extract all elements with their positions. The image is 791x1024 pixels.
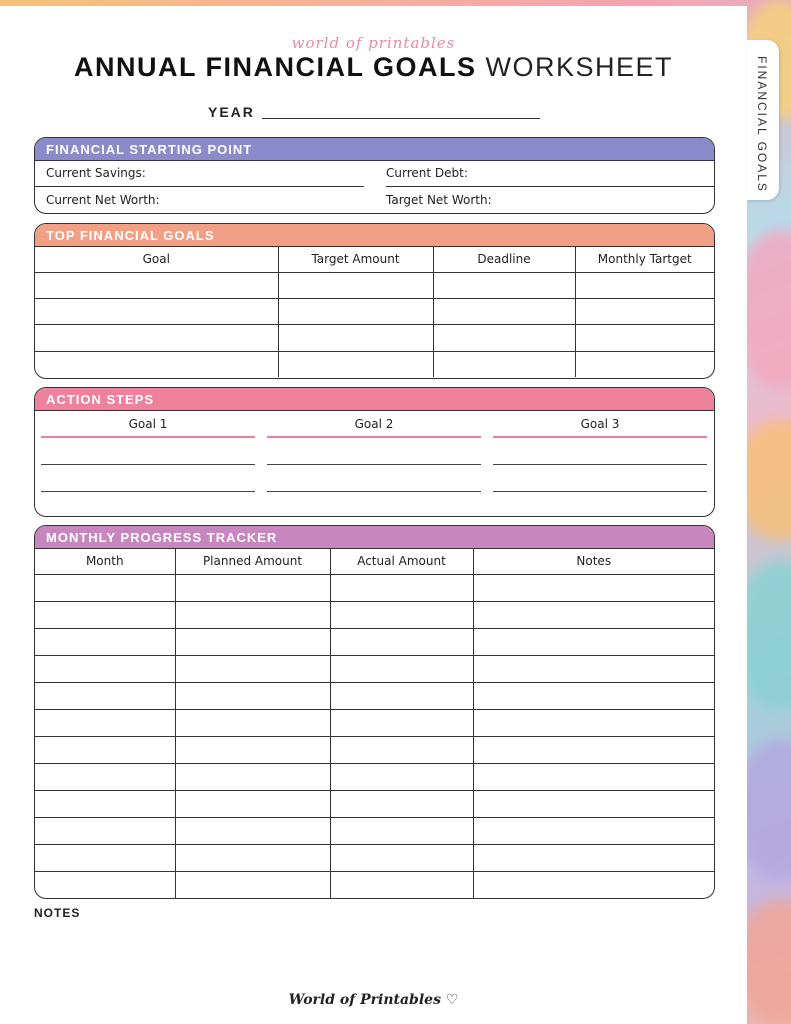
table-cell[interactable] xyxy=(473,844,714,871)
col-actual-amount: Actual Amount xyxy=(330,549,473,574)
page-title xyxy=(0,52,747,83)
table-cell[interactable] xyxy=(330,790,473,817)
current-debt-label: Current Debt: xyxy=(386,166,468,180)
brand-script: world of printables xyxy=(291,34,456,52)
table-cell[interactable] xyxy=(175,817,330,844)
table-cell[interactable] xyxy=(330,574,473,601)
table-row xyxy=(35,817,714,844)
table-cell[interactable] xyxy=(433,298,575,324)
table-cell[interactable] xyxy=(35,272,278,298)
table-cell[interactable] xyxy=(35,682,175,709)
table-cell[interactable] xyxy=(278,351,433,377)
table-cell[interactable] xyxy=(473,655,714,682)
table-cell[interactable] xyxy=(330,844,473,871)
title-light: WORKSHEET xyxy=(485,52,674,82)
table-row xyxy=(35,601,714,628)
notes-dot-row[interactable] xyxy=(34,966,718,967)
table-row xyxy=(35,871,714,898)
table-cell[interactable] xyxy=(330,736,473,763)
table-cell[interactable] xyxy=(330,871,473,898)
table-cell[interactable] xyxy=(35,736,175,763)
progress-table xyxy=(35,549,714,898)
table-cell[interactable] xyxy=(575,324,714,351)
table-cell[interactable] xyxy=(278,298,433,324)
table-cell[interactable] xyxy=(175,736,330,763)
col-month: Month xyxy=(35,549,175,574)
table-cell[interactable] xyxy=(175,763,330,790)
table-cell[interactable] xyxy=(330,655,473,682)
table-row xyxy=(35,790,714,817)
table-row xyxy=(35,682,714,709)
side-tab[interactable] xyxy=(747,40,779,200)
table-cell[interactable] xyxy=(473,682,714,709)
notes-dot-row[interactable] xyxy=(34,948,718,949)
table-cell[interactable] xyxy=(175,655,330,682)
goal-1-label: Goal 1 xyxy=(41,412,255,438)
table-cell[interactable] xyxy=(575,351,714,377)
table-cell[interactable] xyxy=(473,817,714,844)
title-bold: ANNUAL FINANCIAL GOALS xyxy=(73,52,477,82)
table-cell[interactable] xyxy=(175,844,330,871)
top-goals-table xyxy=(35,247,714,377)
table-cell[interactable] xyxy=(175,790,330,817)
table-cell[interactable] xyxy=(330,709,473,736)
table-cell[interactable] xyxy=(175,709,330,736)
table-cell[interactable] xyxy=(35,790,175,817)
table-cell[interactable] xyxy=(575,272,714,298)
current-savings-label: Current Savings: xyxy=(46,166,146,180)
table-cell[interactable] xyxy=(35,628,175,655)
table-row xyxy=(35,709,714,736)
current-savings-field[interactable] xyxy=(35,186,364,187)
table-cell[interactable] xyxy=(473,736,714,763)
current-debt-field[interactable] xyxy=(386,186,714,187)
current-net-worth-label: Current Net Worth: xyxy=(46,193,160,207)
notes-dot-row[interactable] xyxy=(34,984,718,985)
table-cell[interactable] xyxy=(278,324,433,351)
goal-2-label: Goal 2 xyxy=(267,412,481,438)
table-row xyxy=(35,655,714,682)
goal-1-line[interactable] xyxy=(41,465,255,492)
goal-3-label: Goal 3 xyxy=(493,412,707,438)
col-target-amount: Target Amount xyxy=(278,247,433,272)
table-cell[interactable] xyxy=(35,655,175,682)
table-row xyxy=(35,736,714,763)
goal-3-line[interactable] xyxy=(493,438,707,465)
table-row xyxy=(35,324,714,351)
table-cell[interactable] xyxy=(575,298,714,324)
table-cell[interactable] xyxy=(35,298,278,324)
table-cell[interactable] xyxy=(473,790,714,817)
table-cell[interactable] xyxy=(35,763,175,790)
action-goal-1 xyxy=(41,412,255,492)
table-cell[interactable] xyxy=(35,844,175,871)
table-row xyxy=(35,351,714,377)
table-row xyxy=(35,844,714,871)
goal-2-line[interactable] xyxy=(267,465,481,492)
notes-label: NOTES xyxy=(34,906,81,920)
target-net-worth-label: Target Net Worth: xyxy=(386,193,492,207)
table-cell[interactable] xyxy=(175,871,330,898)
table-cell[interactable] xyxy=(35,601,175,628)
table-cell[interactable] xyxy=(330,628,473,655)
table-cell[interactable] xyxy=(433,272,575,298)
table-row xyxy=(35,574,714,601)
table-cell[interactable] xyxy=(473,763,714,790)
table-cell[interactable] xyxy=(330,601,473,628)
side-tab-label: FINANCIAL GOALS xyxy=(755,56,769,193)
table-cell[interactable] xyxy=(175,628,330,655)
col-goal: Goal xyxy=(35,247,278,272)
table-cell[interactable] xyxy=(175,574,330,601)
col-deadline: Deadline xyxy=(433,247,575,272)
table-cell[interactable] xyxy=(433,351,575,377)
table-cell[interactable] xyxy=(330,763,473,790)
action-steps-section xyxy=(34,387,715,517)
notes-dot-row[interactable] xyxy=(34,930,718,931)
table-cell[interactable] xyxy=(35,574,175,601)
goal-3-line[interactable] xyxy=(493,465,707,492)
col-planned-amount: Planned Amount xyxy=(175,549,330,574)
table-row xyxy=(35,628,714,655)
action-goal-2 xyxy=(267,412,481,492)
table-row xyxy=(35,272,714,298)
starting-point-header: FINANCIAL STARTING POINT xyxy=(35,138,714,161)
table-cell[interactable] xyxy=(35,351,278,377)
action-steps-header: ACTION STEPS xyxy=(35,388,714,411)
table-cell[interactable] xyxy=(35,871,175,898)
table-cell[interactable] xyxy=(433,324,575,351)
year-field[interactable] xyxy=(262,118,540,119)
table-cell[interactable] xyxy=(35,817,175,844)
table-cell[interactable] xyxy=(473,574,714,601)
table-cell[interactable] xyxy=(175,682,330,709)
top-goals-header: TOP FINANCIAL GOALS xyxy=(35,224,714,247)
progress-section xyxy=(34,525,715,899)
table-cell[interactable] xyxy=(35,709,175,736)
table-cell[interactable] xyxy=(175,601,330,628)
table-row xyxy=(35,763,714,790)
action-goal-3 xyxy=(493,412,707,492)
table-cell[interactable] xyxy=(35,324,278,351)
year-label: YEAR xyxy=(208,104,255,120)
goal-2-line[interactable] xyxy=(267,438,481,465)
table-cell[interactable] xyxy=(473,601,714,628)
top-goals-section xyxy=(34,223,715,379)
goal-1-line[interactable] xyxy=(41,438,255,465)
table-cell[interactable] xyxy=(330,817,473,844)
table-cell[interactable] xyxy=(473,709,714,736)
table-cell[interactable] xyxy=(473,871,714,898)
table-cell[interactable] xyxy=(330,682,473,709)
table-cell[interactable] xyxy=(278,272,433,298)
col-monthly-target: Monthly Tartget xyxy=(575,247,714,272)
col-notes: Notes xyxy=(473,549,714,574)
starting-point-section xyxy=(34,137,715,214)
footer-brand: World of Printables ♡ xyxy=(288,992,459,1008)
progress-header: MONTHLY PROGRESS TRACKER xyxy=(35,526,714,549)
table-cell[interactable] xyxy=(473,628,714,655)
table-row xyxy=(35,298,714,324)
